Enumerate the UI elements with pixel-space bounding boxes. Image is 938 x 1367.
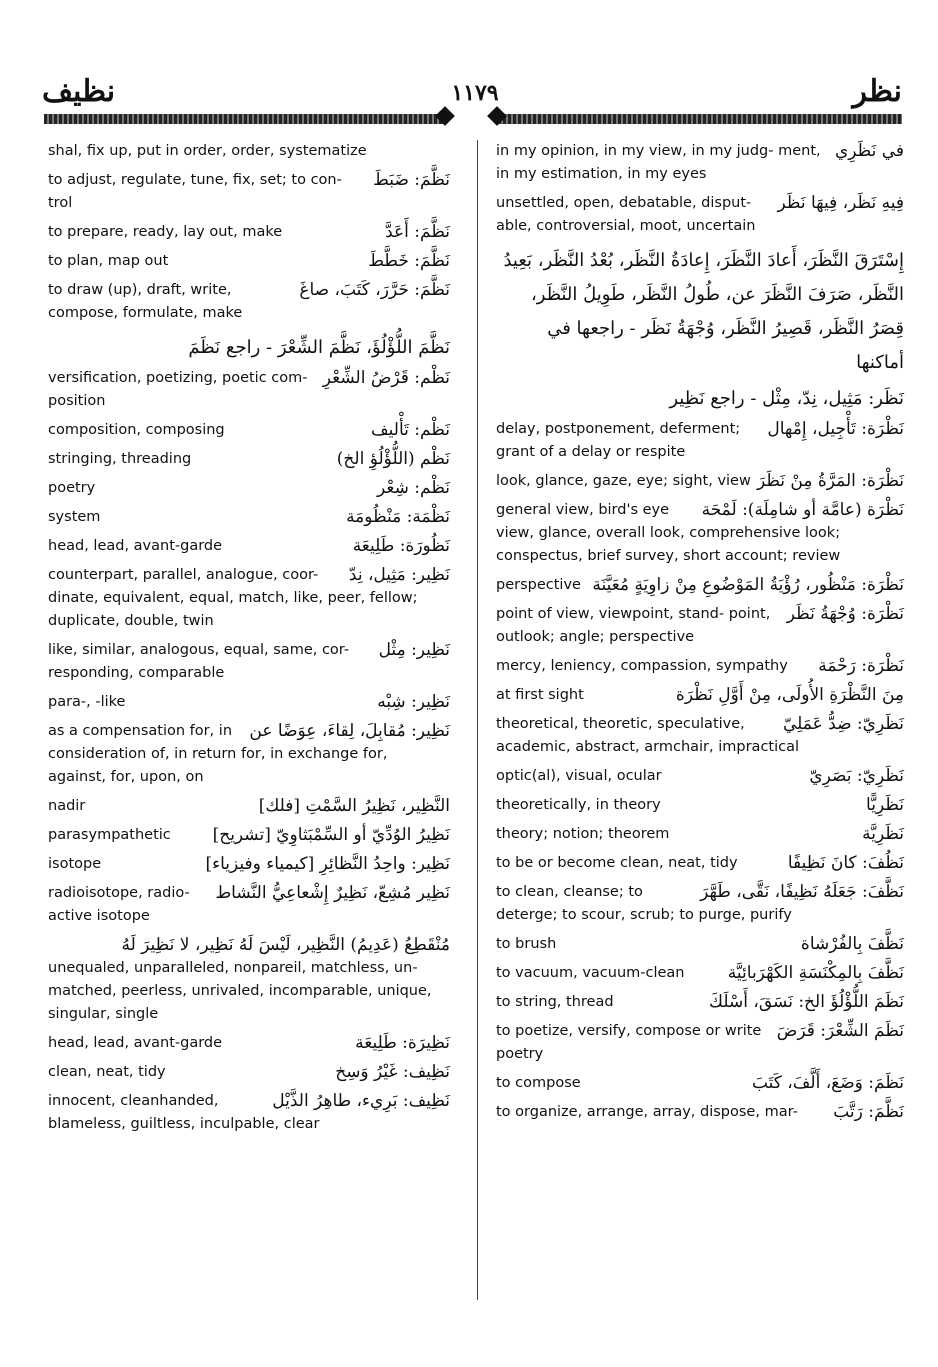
arabic-headword: نَظَّفَ بِالفُرْشاة bbox=[800, 934, 904, 954]
arabic-headword: نَظَر: مَثِيل، نِدّ، مِثْل - راجع نَظِير bbox=[669, 388, 904, 409]
english-definition: as a compensation for, in consideration of, in return for, in exchange for, against, for, upon, on bbox=[48, 723, 388, 785]
dictionary-entry bbox=[48, 564, 450, 633]
arabic-headword: نَظَمَ اللُّؤْلُؤَ الخ: نَسَقَ، أَسْلَكَ bbox=[709, 992, 904, 1012]
arabic-headword: نَظْمَة: مَنْظُومَة bbox=[346, 507, 450, 527]
dictionary-entry bbox=[48, 934, 450, 1026]
english-definition: to organize, arrange, array, dispose, mar- bbox=[496, 1104, 798, 1120]
english-definition: unequaled, unparalleled, nonpareil, matchless, un- matched, peerless, unrivaled, incomparable, unique, singular, single bbox=[48, 960, 432, 1022]
arabic-headword: نَظِيرُ الوُدِّيّ أو السِّمْبَثاوِيّ [تشريح] bbox=[212, 825, 450, 845]
header-rule-left bbox=[44, 114, 444, 124]
dictionary-entry-arabic-phrase bbox=[48, 331, 450, 365]
english-definition: shal, fix up, put in order, order, systematize bbox=[48, 143, 367, 159]
english-definition: theoretical, theoretic, speculative, academic, abstract, armchair, impractical bbox=[496, 716, 800, 755]
arabic-headword: فِيهِ نَظَر، فِيهَا نَظَر bbox=[777, 193, 904, 213]
dictionary-entry bbox=[48, 1032, 450, 1055]
arabic-headword: نَظِير مُشِعّ، نَظِيرٌ إِشْعاعِيُّ النَّشاط bbox=[215, 883, 450, 903]
arabic-headword: نَظِيف: بَرِيء، طاهِرُ الذَّيْل bbox=[272, 1091, 450, 1111]
dictionary-entry bbox=[496, 962, 904, 985]
arabic-headword: نَظِيف: غَيْرُ وَسِخ bbox=[335, 1062, 450, 1082]
dictionary-entry bbox=[48, 477, 450, 500]
english-definition: in my opinion, in my view, in my judg- ment, in my estimation, in my eyes bbox=[496, 143, 821, 182]
arabic-headword: نَظِيرَة: طَلِيعَة bbox=[355, 1033, 450, 1053]
english-definition: perspective bbox=[496, 577, 581, 593]
dictionary-entry bbox=[48, 448, 450, 471]
arabic-headword: نَظِير: شِبْه bbox=[377, 692, 450, 712]
english-definition: innocent, cleanhanded, blameless, guiltless, inculpable, clear bbox=[48, 1093, 320, 1132]
dictionary-entry bbox=[48, 1090, 450, 1136]
arabic-headword: نَظَّمَ: رَتَّبَ bbox=[833, 1102, 904, 1122]
right-column bbox=[496, 140, 904, 1130]
arabic-headword: نَظَرِيّ: ضِدُّ عَمَلِيّ bbox=[782, 714, 904, 734]
english-definition: to vacuum, vacuum-clean bbox=[496, 965, 685, 981]
english-definition: head, lead, avant-garde bbox=[48, 1035, 223, 1051]
dictionary-entry bbox=[496, 1101, 904, 1124]
page-number: ١١٧٩ bbox=[451, 80, 499, 106]
english-definition: to draw (up), draft, write, compose, formulate, make bbox=[48, 282, 243, 321]
header-rule-right bbox=[498, 114, 902, 124]
dictionary-entry bbox=[496, 470, 904, 493]
english-definition: head, lead, avant-garde bbox=[48, 538, 223, 554]
arabic-headword: نَظَمَ الشِّعْرَ: قَرَضَ bbox=[776, 1021, 904, 1041]
english-definition: nadir bbox=[48, 798, 86, 814]
dictionary-entry bbox=[48, 639, 450, 685]
header-word-right: نظر bbox=[852, 74, 902, 109]
header-word-left: نظيف bbox=[42, 74, 116, 109]
dictionary-entry bbox=[48, 367, 450, 413]
dictionary-entry bbox=[496, 192, 904, 238]
arabic-headword: نَظَرِيًّا bbox=[866, 795, 904, 815]
arabic-headword: إِسْتَرَقَ النَّظَرَ، أَعادَ النَّظَرَ، إِعادَةُ النَّظَر، بُعْدُ النَّظَر، بَعِيدُ النَّظَر، صَرَفَ النَّظَرَ عن، طُولُ النَّظَر، طَوِيلُ النَّظَر، قِصَرُ النَّظَر، قَصِيرُ النَّظَر، وُجْهَةُ نَظَر - راجعها في أماكنها bbox=[503, 250, 904, 373]
dictionary-entry bbox=[48, 535, 450, 558]
arabic-headword: نَظْم (اللُّؤْلُؤِ الخ) bbox=[336, 449, 450, 469]
arabic-headword: نَظْرَة: تَأْجِيل، إِمْهال bbox=[767, 419, 904, 439]
dictionary-entry bbox=[48, 221, 450, 244]
dictionary-entry bbox=[48, 853, 450, 876]
dictionary-entry bbox=[496, 655, 904, 678]
arabic-headword: نَظَّمَ: خَطَّطَ bbox=[368, 251, 450, 271]
arabic-headword: نَظَّفَ: جَعَلَهُ نَظِيفًا، نَقَّى، طَهَّرَ bbox=[700, 882, 904, 902]
dictionary-entry bbox=[48, 169, 450, 215]
dictionary-entry bbox=[48, 419, 450, 442]
english-definition: versification, poetizing, poetic com- position bbox=[48, 370, 308, 409]
arabic-headword: نَظِير: واحِدُ النَّظائِرِ [كيمياء وفيزياء] bbox=[205, 854, 450, 874]
dictionary-entry bbox=[48, 720, 450, 789]
arabic-headword: نَظَّمَ: أَعَدَّ bbox=[385, 222, 450, 242]
arabic-headword: نَظَّمَ: حَرَّرَ، كَتَبَ، صاغَ bbox=[299, 280, 450, 300]
english-definition: to adjust, regulate, tune, fix, set; to con- trol bbox=[48, 172, 342, 211]
english-definition: theoretically, in theory bbox=[496, 797, 661, 813]
english-definition: to prepare, ready, lay out, make bbox=[48, 224, 283, 240]
dictionary-entry bbox=[496, 765, 904, 788]
dictionary-entry bbox=[496, 881, 904, 927]
english-definition: poetry bbox=[48, 480, 96, 496]
dictionary-entry bbox=[48, 824, 450, 847]
arabic-headword: نَظِير: مُقابِلَ، لِقاءَ، عِوَضًا عن bbox=[249, 721, 450, 741]
english-definition: to be or become clean, neat, tidy bbox=[496, 855, 738, 871]
dictionary-entry bbox=[496, 1072, 904, 1095]
dictionary-entry bbox=[496, 794, 904, 817]
dictionary-entry bbox=[48, 140, 450, 163]
dictionary-entry bbox=[496, 574, 904, 597]
arabic-headword: مِنَ النَّظْرَةِ الأُولَى، مِنْ أَوَّلِ نَظْرَة bbox=[675, 685, 904, 705]
dictionary-entry bbox=[496, 1020, 904, 1066]
english-definition: to compose bbox=[496, 1075, 581, 1091]
english-definition: counterpart, parallel, analogue, coor- dinate, equivalent, equal, match, like, peer, fellow; duplicate, double, twin bbox=[48, 567, 418, 629]
dictionary-entry-arabic-phrase bbox=[496, 244, 904, 380]
left-column bbox=[48, 140, 450, 1142]
english-definition: to brush bbox=[496, 936, 557, 952]
english-definition: look, glance, gaze, eye; sight, view bbox=[496, 473, 751, 489]
column-divider bbox=[477, 140, 478, 1300]
arabic-headword: نَظِير: مَثِيل، نِدّ bbox=[348, 565, 450, 585]
english-definition: system bbox=[48, 509, 101, 525]
arabic-headword: النَّظِير، نَظِيرُ السَّمْتِ [فلك] bbox=[258, 796, 450, 816]
dictionary-entry bbox=[48, 691, 450, 714]
english-definition: to plan, map out bbox=[48, 253, 169, 269]
english-definition: point of view, viewpoint, stand- point, outlook; angle; perspective bbox=[496, 606, 771, 645]
english-definition: parasympathetic bbox=[48, 827, 171, 843]
dictionary-entry bbox=[48, 882, 450, 928]
english-definition: to string, thread bbox=[496, 994, 614, 1010]
english-definition: like, similar, analogous, equal, same, cor- responding, comparable bbox=[48, 642, 350, 681]
english-definition: stringing, threading bbox=[48, 451, 192, 467]
arabic-headword: نَظُورَة: طَلِيعَة bbox=[352, 536, 450, 556]
arabic-headword: نَظِير: مِثْل bbox=[378, 640, 450, 660]
dictionary-entry bbox=[496, 603, 904, 649]
english-definition: unsettled, open, debatable, disput- able, controversial, moot, uncertain bbox=[496, 195, 756, 234]
arabic-headword: نَظْم: تَأْليف bbox=[371, 420, 450, 440]
dictionary-entry bbox=[496, 991, 904, 1014]
arabic-headword: في نَظَرِي bbox=[834, 141, 904, 161]
english-definition: general view, bird's eye view, glance, overall look, comprehensive look; conspectus, brief survey, short account; review bbox=[496, 502, 841, 564]
arabic-headword: نَظْرَة: المَرَّةُ مِنْ نَظَرَ bbox=[756, 471, 904, 491]
dictionary-entry bbox=[496, 713, 904, 759]
english-definition: clean, neat, tidy bbox=[48, 1064, 166, 1080]
arabic-headword: نَظْرَة: وُجْهَةُ نَظَر bbox=[786, 604, 904, 624]
english-definition: to clean, cleanse; to deterge; to scour, scrub; to purge, purify bbox=[496, 884, 792, 923]
english-definition: mercy, leniency, compassion, sympathy bbox=[496, 658, 788, 674]
english-definition: radioisotope, radio- active isotope bbox=[48, 885, 190, 924]
english-definition: to poetize, versify, compose or write poetry bbox=[496, 1023, 762, 1062]
dictionary-entry bbox=[48, 1061, 450, 1084]
dictionary-entry bbox=[496, 418, 904, 464]
english-definition: delay, postponement, deferment; grant of a delay or respite bbox=[496, 421, 741, 460]
english-definition: para-, -like bbox=[48, 694, 126, 710]
arabic-headword: نَظَّمَ اللُّؤْلُؤَ، نَظَّمَ الشِّعْرَ - راجع نَظَمَ bbox=[188, 337, 450, 358]
dictionary-entry bbox=[48, 795, 450, 818]
english-definition: optic(al), visual, ocular bbox=[496, 768, 662, 784]
dictionary-entry-arabic-phrase bbox=[496, 382, 904, 416]
arabic-headword: نَظَّمَ: ضَبَطَ bbox=[373, 170, 450, 190]
arabic-headword: نَظُفَ: كانَ نَظِيفًا bbox=[787, 853, 904, 873]
dictionary-entry bbox=[496, 933, 904, 956]
arabic-headword: نَظْم: شِعْر bbox=[377, 478, 450, 498]
arabic-headword: نَظَرِيّ: بَصَرِيّ bbox=[809, 766, 904, 786]
dictionary-entry bbox=[48, 506, 450, 529]
dictionary-entry bbox=[496, 852, 904, 875]
arabic-headword: نَظَّفَ بِالمِكْنَسَةِ الكَهْرَبائِيَّة bbox=[727, 963, 904, 983]
dictionary-entry bbox=[496, 140, 904, 186]
english-definition: isotope bbox=[48, 856, 102, 872]
arabic-headword: نَظَرِيَّة bbox=[862, 824, 904, 844]
arabic-headword: نَظْم: قَرْضُ الشِّعْرِ bbox=[322, 368, 450, 388]
arabic-headword: نَظْرَة: رَحْمَة bbox=[818, 656, 904, 676]
english-definition: theory; notion; theorem bbox=[496, 826, 670, 842]
arabic-headword: نَظْرَة (عامَّة أو شامِلَة): لَمْحَة bbox=[701, 500, 904, 520]
dictionary-entry bbox=[48, 250, 450, 273]
dictionary-entry bbox=[496, 499, 904, 568]
dictionary-entry bbox=[48, 279, 450, 325]
english-definition: composition, composing bbox=[48, 422, 225, 438]
dictionary-entry bbox=[496, 823, 904, 846]
english-definition: at first sight bbox=[496, 687, 584, 703]
arabic-headword: مُنْقَطِعُ (عَدِيمُ) النَّظِير، لَيْسَ لَهُ نَظِير، لا نَظِيرَ لَهُ bbox=[121, 935, 450, 955]
arabic-headword: نَظَمَ: وَضَعَ، أَلَّفَ، كَتَبَ bbox=[751, 1073, 904, 1093]
dictionary-entry bbox=[496, 684, 904, 707]
arabic-headword: نَظْرَة: مَنْظُور، رُؤْيَةُ المَوْضُوعِ مِنْ زاوِيَةٍ مُعَيَّنَة bbox=[592, 575, 904, 595]
